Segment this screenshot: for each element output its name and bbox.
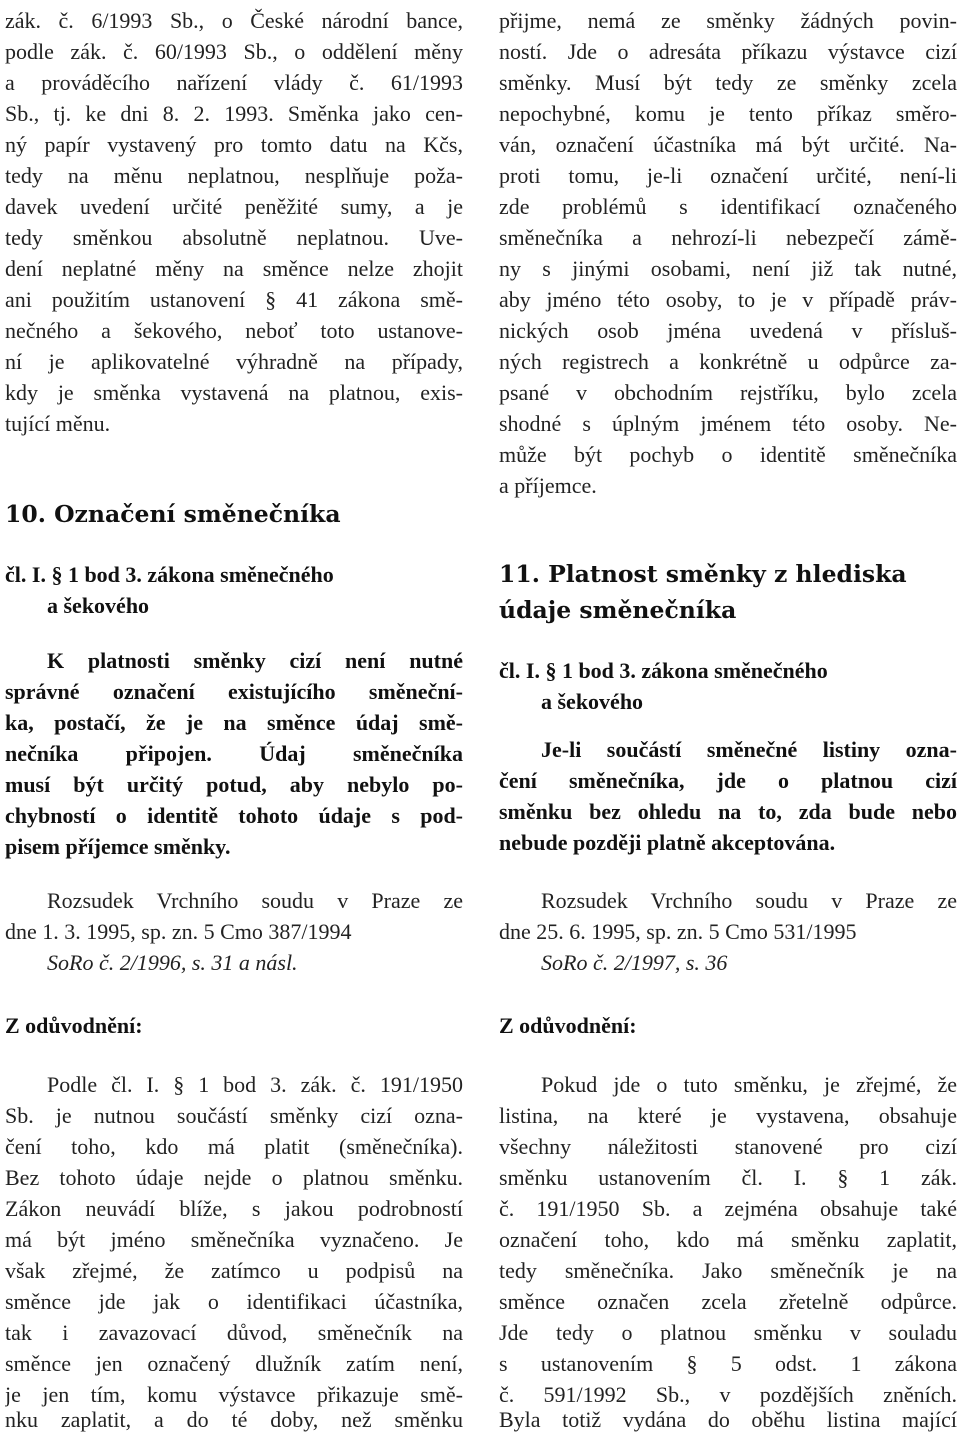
body-text-line: ní je aplikovatelné výhradně na případy, [5, 349, 463, 374]
body-text-line: a příjemce. [499, 473, 597, 498]
body-text-line: č. 591/1992 Sb., v pozdějších zněních. [499, 1382, 957, 1407]
body-text-line: shodné s úplným jménem této osoby. Ne- [499, 411, 957, 436]
body-text-line: nických osob jména uvedená v přísluš- [499, 318, 957, 343]
body-text-line: směnce jde jak o identifikaci účastníka, [5, 1289, 463, 1314]
body-text-line: listina, na které je vystavena, obsahuje [499, 1103, 957, 1128]
holding-line: správné označení existujícího směneční- [5, 679, 463, 704]
judgment-citation: Rozsudek Vrchního soudu v Praze ze [541, 888, 957, 913]
body-text-line: podle zák. č. 60/1993 Sb., o oddělení měny [5, 39, 463, 64]
holding-line: Je-li součástí směnečné listiny ozna- [541, 737, 957, 762]
body-text-line: Podle čl. I. § 1 bod 3. zák. č. 191/1950 [47, 1072, 463, 1097]
reasoning-title: Z odůvodnění: [5, 1013, 143, 1038]
holding-line: nebude později platně akceptována. [499, 830, 836, 855]
body-text-line: směnce označen zcela zřetelně odpůrce. [499, 1289, 957, 1314]
body-text-line: Sb. je nutnou součástí směnky cizí ozna- [5, 1103, 463, 1128]
judgment-citation: Rozsudek Vrchního soudu v Praze ze [47, 888, 463, 913]
body-text-line: kdy je směnka vystavená na platnou, exis- [5, 380, 463, 405]
body-text-line: tedy na měnu neplatnou, nesplňuje poža- [5, 163, 463, 188]
judgment-citation: dne 1. 3. 1995, sp. zn. 5 Cmo 387/1994 [5, 919, 352, 944]
statute-reference: a šekového [47, 593, 150, 618]
body-text-line: dení neplatné měny na směnce nelze zhojit [5, 256, 463, 281]
body-text-line: Zákon neuvádí blíže, s jakou podrobností [5, 1196, 463, 1221]
body-text-line: a prováděcího nařízení vlády č. 61/1993 [5, 70, 463, 95]
body-text-line: nečného a šekového, neboť toto ustanove- [5, 318, 463, 343]
body-text-line: ností. Jde o adresáta příkazu výstavce cizí [499, 39, 957, 64]
body-text-line: čení toho, kdo má platit (směnečníka). [5, 1134, 463, 1159]
holding-line: nečníka připojen. Údaj směnečníka [5, 741, 463, 766]
reasoning-title: Z odůvodnění: [499, 1013, 637, 1038]
section-title: údaje směnečníka [499, 596, 737, 624]
holding-line: musí být určitý potud, aby nebylo po- [5, 772, 463, 797]
holding-line: čení směnečníka, jde o platnou cizí [499, 768, 957, 793]
body-text-line: ny s jinými osobami, není již tak nutné, [499, 256, 957, 281]
body-text-line: aby jméno této osoby, to je v případě práv- [499, 287, 957, 312]
body-text-line: ných registrech a konkrétně u odpůrce za- [499, 349, 957, 374]
body-text-line: je jen tím, komu výstavce přikazuje smě- [5, 1382, 463, 1407]
holding-line: ka, postačí, že je na směnce údaj smě- [5, 710, 463, 735]
body-text-line: všechny náležitosti stanovené pro cizí [499, 1134, 957, 1159]
body-text-line: Pokud jde o tuto směnku, je zřejmé, že [541, 1072, 957, 1097]
body-text-line: ný papír vystavený pro tomto datu na Kčs, [5, 132, 463, 157]
statute-reference: a šekového [541, 689, 644, 714]
body-text-line: Bez tohoto údaje nejde o platnou směnku. [5, 1165, 463, 1190]
body-text-line: přijme, nemá ze směnky žádných povin- [499, 8, 957, 33]
body-text-line: davek uvedení určité peněžité sumy, a je [5, 194, 463, 219]
body-text-line: nepochybné, komu je tento příkaz směro- [499, 101, 957, 126]
body-text-line: nku zaplatit, a do té doby, než směnku [5, 1407, 463, 1432]
holding-line: K platnosti směnky cizí není nutné [47, 648, 463, 673]
section-title: 10. Označení směnečníka [5, 500, 341, 528]
holding-line: chybností o identitě tohoto údaje s pod- [5, 803, 463, 828]
holding-line: pisem příjemce směnky. [5, 834, 231, 859]
body-text-line: psané v obchodním rejstříku, bylo zcela [499, 380, 957, 405]
source-citation: SoRo č. 2/1997, s. 36 [541, 950, 728, 975]
body-text-line: označení toho, kdo má směnku zaplatit, [499, 1227, 957, 1252]
body-text-line: směnečníka a nehrozí-li nebezpečí zámě- [499, 225, 957, 250]
body-text-line: zák. č. 6/1993 Sb., o České národní bance, [5, 8, 463, 33]
body-text-line: může být pochyb o identitě směnečníka [499, 442, 957, 467]
body-text-line: má být jméno směnečníka vyznačeno. Je [5, 1227, 463, 1252]
body-text-line: směnce jen označený dlužník zatím není, [5, 1351, 463, 1376]
body-text-line: tedy směnečníka. Jako směnečník je na [499, 1258, 957, 1283]
section-title: 11. Platnost směnky z hlediska [499, 560, 907, 588]
body-text-line: ván, označení účastníka má být určité. Na- [499, 132, 957, 157]
body-text-line: Sb., tj. ke dni 8. 2. 1993. Směnka jako cen- [5, 101, 463, 126]
body-text-line: však zřejmé, že zatímco u podpisů na [5, 1258, 463, 1283]
body-text-line: tující měnu. [5, 411, 111, 436]
judgment-citation: dne 25. 6. 1995, sp. zn. 5 Cmo 531/1995 [499, 919, 857, 944]
body-text-line: č. 191/1950 Sb. a zejména obsahuje také [499, 1196, 957, 1221]
body-text-line: směnku ustanovením čl. I. § 1 zák. [499, 1165, 957, 1190]
body-text-line: tak i zavazovací důvod, směnečník na [5, 1320, 463, 1345]
source-citation: SoRo č. 2/1996, s. 31 a násl. [47, 950, 298, 975]
body-text-line: zde problémů s identifikací označeného [499, 194, 957, 219]
body-text-line: Byla totiž vydána do oběhu listina mající [499, 1407, 957, 1432]
statute-reference: čl. I. § 1 bod 3. zákona směnečného [5, 562, 334, 587]
holding-line: směnku bez ohledu na to, zda bude nebo [499, 799, 957, 824]
body-text-line: ani použitím ustanovení § 41 zákona smě- [5, 287, 463, 312]
body-text-line: s ustanovením § 5 odst. 1 zákona [499, 1351, 957, 1376]
statute-reference: čl. I. § 1 bod 3. zákona směnečného [499, 658, 828, 683]
body-text-line: Jde tedy o platnou směnku v souladu [499, 1320, 957, 1345]
body-text-line: směnky. Musí být tedy ze směnky zcela [499, 70, 957, 95]
body-text-line: proti tomu, je-li označení určité, není-li [499, 163, 957, 188]
body-text-line: tedy směnkou absolutně neplatnou. Uve- [5, 225, 463, 250]
